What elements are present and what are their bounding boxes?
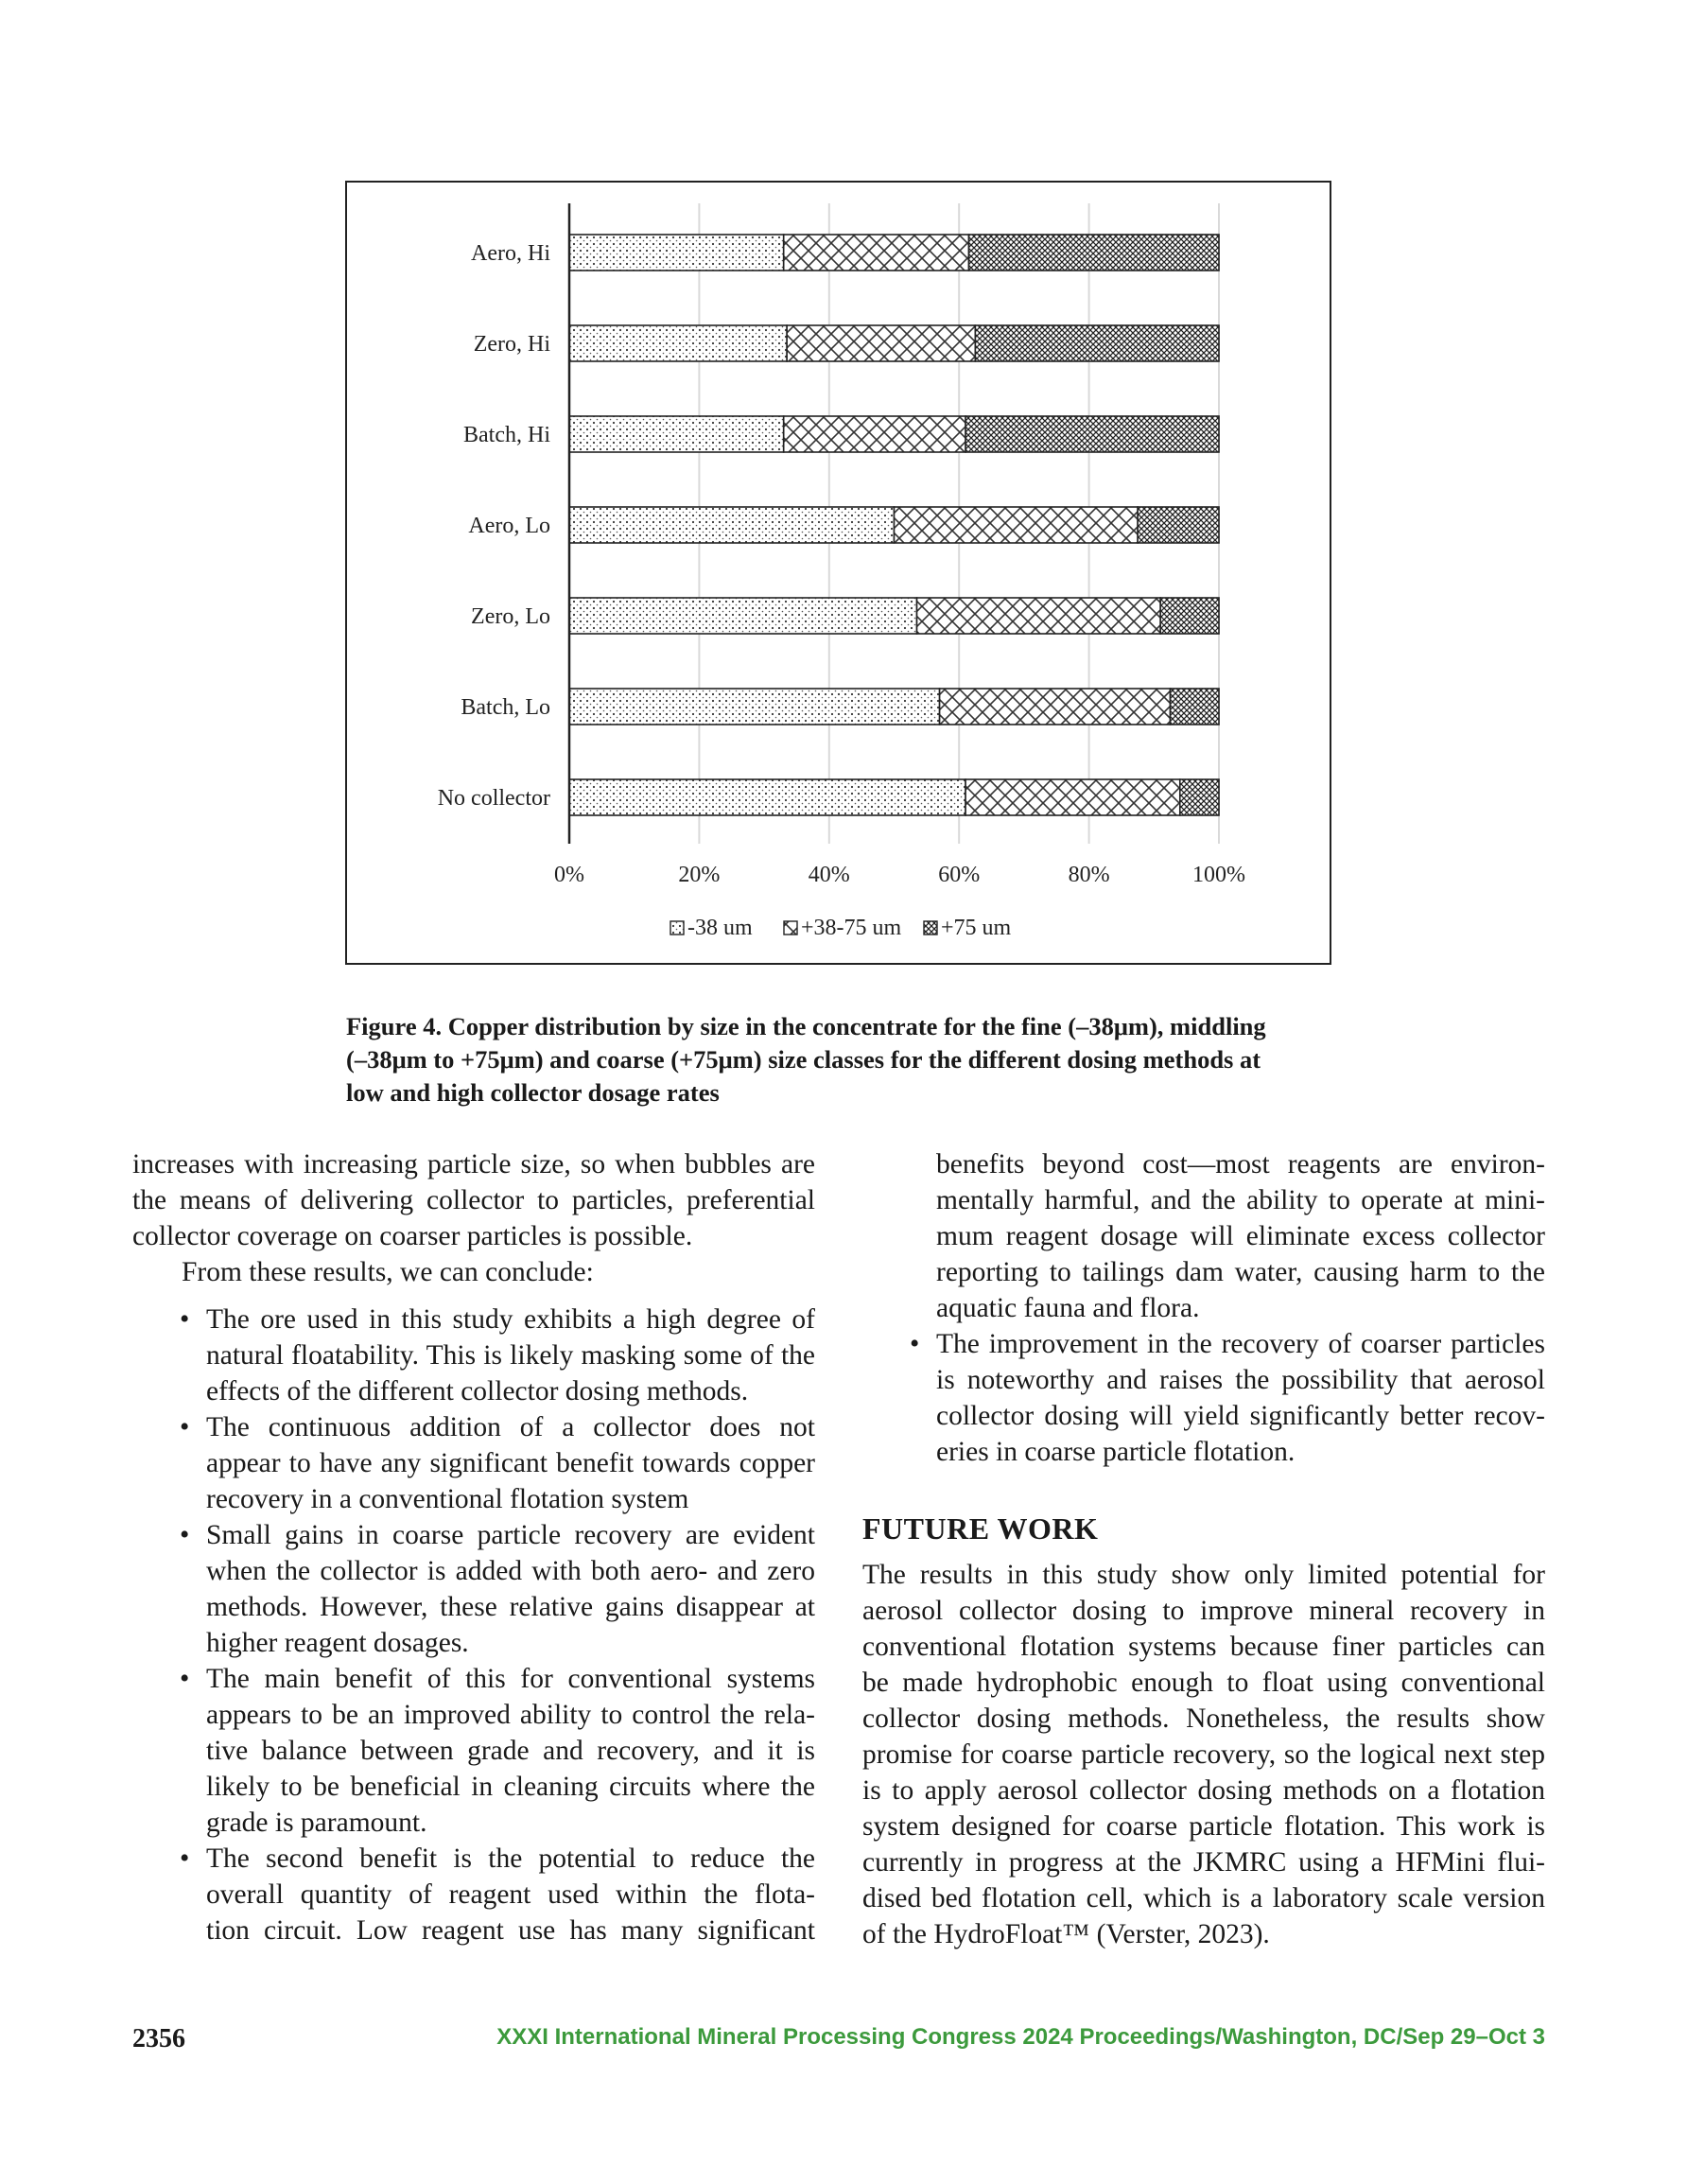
bar-segment [569,779,965,815]
legend-label: +75 um [941,916,1012,940]
text-line: tive balance between grade and recovery, and it is [206,1736,815,1766]
category-label: Batch, Lo [461,695,550,720]
x-tick-label: 40% [808,863,850,887]
bullet-marker: • [180,1664,190,1694]
caption-line: (–38μm to +75μm) and coarse (+75μm) size classes for the different dosing methods at [346,1045,1261,1074]
bar-segment [1170,689,1219,725]
text-line: collector dosing will yield significantly better recov- [936,1401,1545,1431]
page-number: 2356 [132,2024,185,2053]
caption-line: Figure 4. Copper distribution by size in the concentrate for the fine (–38μm), middling [346,1012,1266,1040]
text-line: overall quantity of reagent used within the flota- [206,1879,815,1910]
text-line: the means of delivering collector to particles, preferential [132,1185,815,1215]
x-tick-label: 80% [1068,863,1110,887]
bar-segment [787,325,975,361]
bar-segment [917,598,1161,634]
text-line: • The ore used in this study exhibits a high degree of [132,1302,815,1337]
bar-segment [569,689,940,725]
text-line: appears to be an improved ability to control the rela- [206,1700,815,1730]
legend-swatch [670,921,684,935]
figure-4-chart [345,181,1331,965]
text-line: increases with increasing particle size, so when bubbles are [132,1149,815,1179]
bar-segment [975,325,1219,361]
text-line: • The improvement in the recovery of coarser particles [862,1326,1545,1362]
bar-segment [569,325,787,361]
bullet-marker: • [180,1412,190,1442]
text-line: • The second benefit is the potential to reduce the [132,1841,815,1877]
text-line: methods. However, these relative gains disappear at [206,1592,815,1622]
legend-swatch [924,921,937,935]
future-work-paragraph [862,1557,1545,1952]
section-heading: FUTURE WORK [862,1511,1099,1546]
bullet-item [132,1517,815,1661]
text-line: likely to be beneficial in cleaning circuits where the [206,1772,815,1802]
bullet-continuation [862,1146,1545,1326]
text-line: effects of the different collector dosing methods. [206,1376,749,1406]
bar-segment [569,416,784,452]
text-line: higher reagent dosages. [206,1628,469,1658]
text-line: • The main benefit of this for conventional systems [132,1661,815,1697]
text-line: natural floatability. This is likely masking some of the [206,1340,815,1371]
bar-segment [569,235,784,271]
text-line: recovery in a conventional flotation system [206,1484,689,1514]
text-line: promise for coarse particle recovery, so the logical next step [862,1739,1545,1770]
bar-segment [1160,598,1219,634]
x-tick-label: 60% [938,863,981,887]
text-line: aerosol collector dosing to improve mineral recovery in [862,1596,1545,1626]
right-column [862,1146,1545,1470]
bullet-marker: • [180,1843,190,1874]
bullet-item [132,1302,815,1409]
text-line: is noteworthy and raises the possibility that aerosol [936,1365,1545,1395]
bar-segment [569,598,917,634]
text-line: mentally harmful, and the ability to operate at mini- [936,1185,1545,1215]
legend [670,916,1012,940]
bar-segment [1138,507,1219,543]
text-line: From these results, we can conclude: [182,1257,594,1287]
x-tick-label: 20% [678,863,721,887]
text-line: mum reagent dosage will eliminate excess collector [936,1221,1545,1251]
bar-segment [784,235,969,271]
text-line: tion circuit. Low reagent use has many significant [206,1915,815,1946]
bullet-marker: • [910,1329,920,1359]
text-line: reporting to tailings dam water, causing harm to the [936,1257,1545,1287]
text-line: aquatic fauna and flora. [936,1293,1200,1323]
text-line: currently in progress at the JKMRC using a HFMini flui- [862,1847,1545,1878]
bullet-item [862,1326,1545,1470]
category-label: No collector [437,786,550,811]
text-line: grade is paramount. [206,1808,427,1838]
text-line: eries in coarse particle flotation. [936,1437,1296,1467]
bars [569,235,1219,815]
x-tick-label: 0% [554,863,584,887]
bar-segment [1180,779,1219,815]
stacked-bar-chart [347,183,1330,963]
category-label: Aero, Hi [471,241,550,266]
text-line: • The continuous addition of a collector does not [132,1409,815,1445]
legend-label: +38-75 um [801,916,902,940]
bullet-item [132,1841,815,1948]
caption-line: low and high collector dosage rates [346,1078,720,1107]
left-column [132,1146,815,1948]
category-label: Zero, Hi [473,332,550,357]
bullet-item [132,1661,815,1841]
figure-caption [346,1010,1348,1109]
text-line: The results in this study show only limited potential for [862,1560,1545,1590]
category-label: Aero, Lo [468,514,550,538]
bullet-marker: • [180,1520,190,1550]
text-line: • Small gains in coarse particle recovery are evident [132,1517,815,1553]
bar-segment [940,689,1171,725]
text-line: collector dosing methods. Nonetheless, the results show [862,1704,1545,1734]
bar-segment [969,235,1219,271]
bullet-item [132,1409,815,1517]
legend-label: -38 um [687,916,753,940]
bar-segment [895,507,1139,543]
x-tick-labels [554,863,1245,887]
bar-segment [965,416,1219,452]
text-line: be made hydrophobic enough to float using conventional [862,1668,1545,1698]
text-line: benefits beyond cost—most reagents are environ- [936,1149,1545,1179]
bar-segment [784,416,965,452]
text-line: of the HydroFloat™ (Verster, 2023). [862,1919,1270,1949]
bullet-marker: • [180,1304,190,1335]
text-line: appear to have any significant benefit towards copper [206,1448,815,1478]
legend-swatch [784,921,797,935]
text-line: dised bed flotation cell, which is a laboratory scale version [862,1883,1545,1913]
text-line: collector coverage on coarser particles is possible. [132,1221,693,1251]
text-line: conventional flotation systems because finer particles can [862,1632,1545,1662]
text-line: when the collector is added with both aero- and zero [206,1556,815,1586]
category-label: Zero, Lo [471,604,550,629]
bar-segment [569,507,895,543]
conference-footer: XXXI International Mineral Processing Congress 2024 Proceedings/Washington, DC/Sep 29–Oct 3 [496,2024,1545,2050]
text-line: system designed for coarse particle flotation. This work is [862,1811,1545,1842]
text-line: is to apply aerosol collector dosing methods on a flotation [862,1775,1545,1806]
bar-segment [965,779,1180,815]
category-labels [438,241,551,811]
x-tick-label: 100% [1192,863,1245,887]
category-label: Batch, Hi [463,423,550,447]
